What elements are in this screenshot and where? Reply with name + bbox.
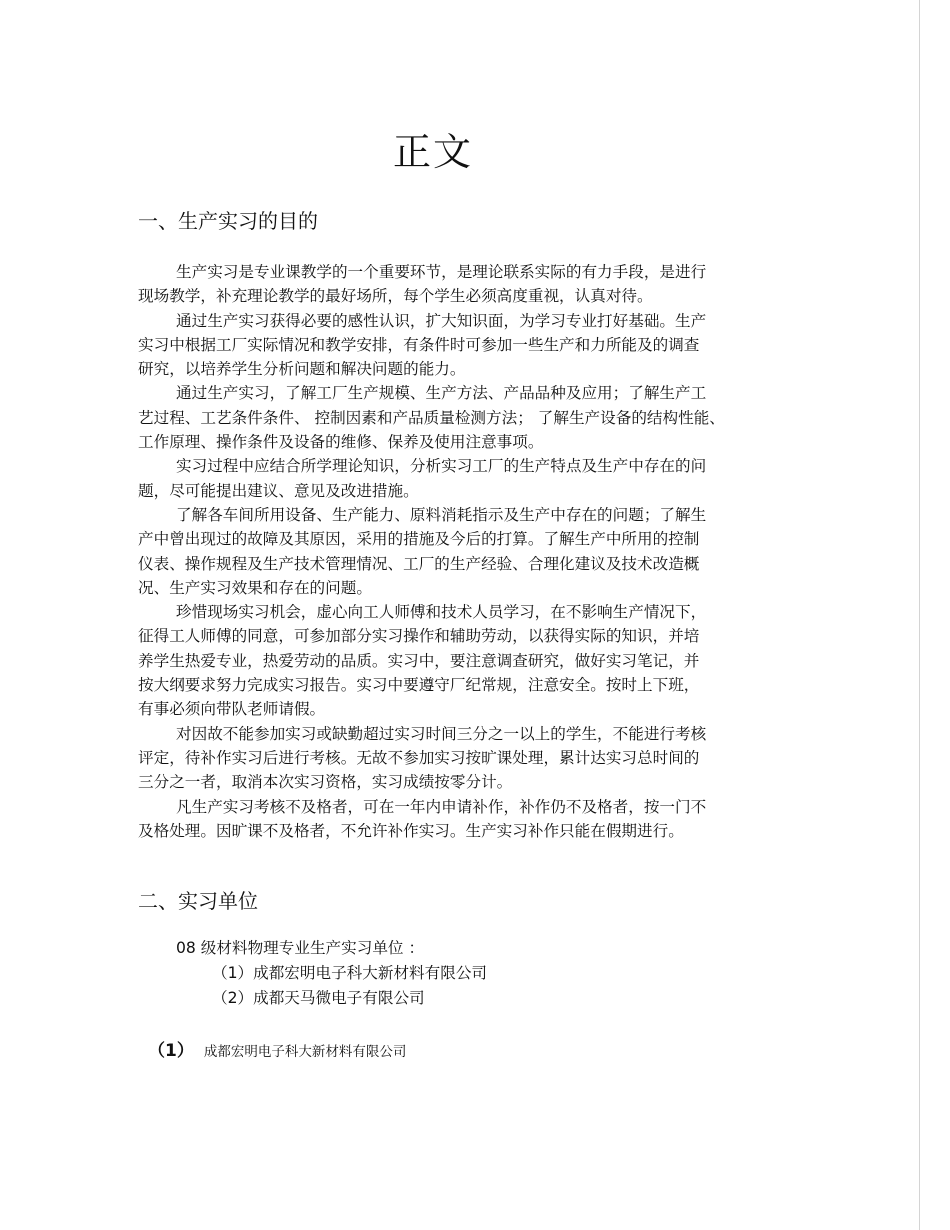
subheading-number: （1） <box>148 1041 194 1061</box>
unit-item: （1）成都宏明电子科大新材料有限公司 <box>212 964 488 982</box>
body-line: 产中曾出现过的故障及其原因，采用的措施及今后的打算。了解生产中所用的控制 <box>138 530 700 549</box>
body-line: 工作原理、操作条件及设备的维修、保养及使用注意事项。 <box>138 433 544 452</box>
body-line: 征得工人师傅的同意，可参加部分实习操作和辅助劳动，以获得实际的知识，并培 <box>138 627 700 646</box>
body-line: 生产实习是专业课教学的一个重要环节，是理论联系实际的有力手段，是进行 <box>176 263 707 281</box>
body-line: 艺过程、工艺条件条件、 控制因素和产品质量检测方法； 了解生产设备的结构性能、 <box>138 408 725 427</box>
section-heading-units: 二、实习单位 <box>138 889 258 913</box>
body-line: 了解各车间所用设备、生产能力、原料消耗指示及生产中存在的问题；了解生 <box>176 505 707 524</box>
body-line: 三分之一者，取消本次实习资格，实习成绩按零分计。 <box>138 773 513 792</box>
body-line: 通过生产实习获得必要的感性认识，扩大知识面，为学习专业打好基础。生产 <box>176 311 707 330</box>
body-line: 对因故不能参加实习或缺勤超过实习时间三分之一以上的学生，不能进行考核 <box>176 724 707 743</box>
unit-subheading <box>148 1036 406 1061</box>
body-line: 评定，待补作实习后进行考核。无故不参加实习按旷课处理，累计达实习总时间的 <box>138 748 700 767</box>
unit-item: （2）成都天马微电子有限公司 <box>212 989 425 1007</box>
body-line: 按大纲要求努力完成实习报告。实习中要遵守厂纪常规，注意安全。按时上下班， <box>138 676 700 695</box>
units-intro: 08 级材料物理专业生产实习单位 ： <box>176 939 425 957</box>
body-line: 养学生热爱专业，热爱劳动的品质。实习中，要注意调查研究，做好实习笔记，并 <box>138 651 700 670</box>
body-line: 现场教学，补充理论教学的最好场所，每个学生必须高度重视，认真对待。 <box>138 287 653 306</box>
body-line: 有事必须向带队老师请假。 <box>138 700 326 719</box>
body-line: 实习中根据工厂实际情况和教学安排，有条件时可参加一些生产和力所能及的调查 <box>138 335 700 354</box>
body-line: 珍惜现场实习机会，虚心向工人师傅和技术人员学习，在不影响生产情况下， <box>176 603 707 622</box>
page-edge <box>919 0 920 1230</box>
body-line: 实习过程中应结合所学理论知识，分析实习工厂的生产特点及生产中存在的问 <box>176 457 707 476</box>
unit-list <box>212 961 487 1011</box>
body-line: 仪表、操作规程及生产技术管理情况、工厂的生产经验、合理化建议及技术改造概 <box>138 554 700 573</box>
body-line: 凡生产实习考核不及格者，可在一年内申请补作，补作仍不及格者，按一门不 <box>176 797 707 816</box>
body-line: 通过生产实习，了解工厂生产规模、生产方法、产品品种及应用；了解生产工 <box>176 384 707 403</box>
body-line: 研究，以培养学生分析问题和解决问题的能力。 <box>138 360 466 379</box>
section-body-purpose <box>138 260 778 843</box>
body-line: 况、生产实习效果和存在的问题。 <box>138 578 372 597</box>
document-title: 正文 <box>392 130 473 174</box>
body-line: 及格处理。因旷课不及格者，不允许补作实习。生产实习补作只能在假期进行。 <box>138 821 684 840</box>
body-line: 题，尽可能提出建议、意见及改进措施。 <box>138 481 419 500</box>
section-heading-purpose: 一、生产实习的目的 <box>138 209 318 233</box>
subheading-text: 成都宏明电子科大新材料有限公司 <box>203 1044 407 1060</box>
